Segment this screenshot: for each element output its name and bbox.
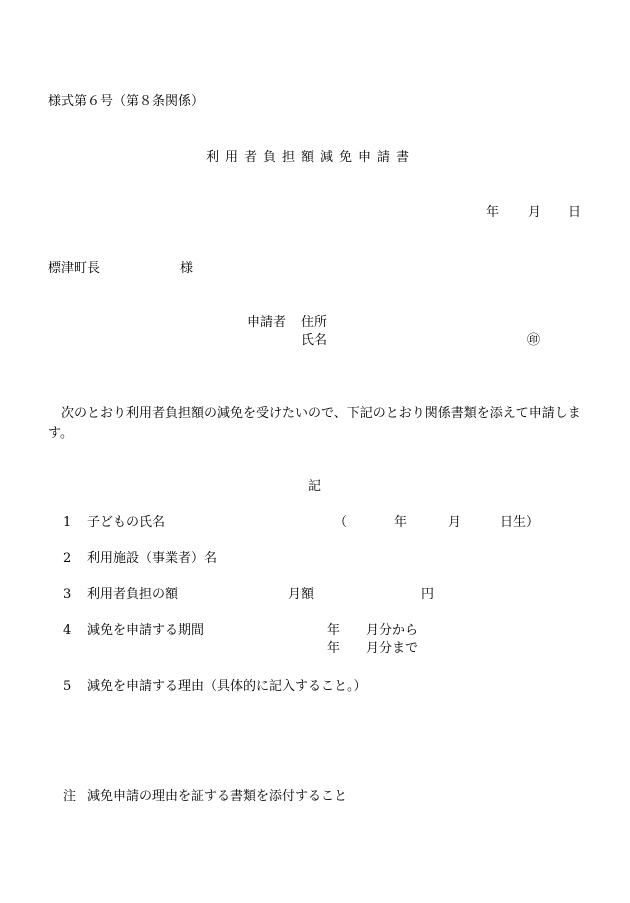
addressee-honorific: 様: [180, 261, 194, 276]
period-from-month: 月分から: [366, 623, 419, 638]
item-number: 3: [63, 587, 72, 602]
birth-year: 年: [394, 515, 408, 530]
item-label: 利用者負担の額: [87, 587, 179, 602]
birth-open-paren: （: [334, 515, 348, 530]
item-label: 子どもの氏名: [87, 515, 166, 530]
item-number: 2: [63, 551, 72, 566]
applicant-address-label: 住所: [301, 315, 328, 330]
item-number: 5: [63, 679, 72, 694]
ki-heading: 記: [308, 479, 322, 494]
date-day: 日: [568, 205, 582, 220]
item-label: 減免を申請する理由（具体的に記入すること。）: [87, 679, 367, 694]
document-title: 利用者負担額減免申請書: [206, 150, 416, 165]
form-number: 様式第６号（第８条関係）: [48, 94, 205, 109]
applicant-label: 申請者: [247, 315, 287, 330]
note-text: 減免申請の理由を証する書類を添付すること: [87, 789, 348, 804]
item-number: 4: [63, 623, 72, 638]
birth-month: 月: [448, 515, 462, 530]
period-to-month: 月分まで: [366, 641, 419, 656]
addressee-name: 標津町長: [48, 261, 101, 276]
item-label: 減免を申請する期間: [87, 623, 205, 638]
note-label: 注: [63, 789, 77, 804]
period-to-year: 年: [327, 641, 341, 656]
seal-mark: ㊞: [527, 333, 541, 348]
body-text: 次のとおり利用者負担額の減免を受けたいので、下記のとおり関係書類を添えて申請します。: [48, 406, 581, 441]
item-number: 1: [63, 515, 72, 530]
applicant-name-label: 氏名: [301, 333, 328, 348]
birth-day: 日生）: [500, 515, 540, 530]
yen-label: 円: [421, 587, 435, 602]
date-year: 年: [486, 205, 500, 220]
period-from-year: 年: [327, 623, 341, 638]
monthly-label: 月額: [288, 587, 315, 602]
date-month: 月: [528, 205, 542, 220]
item-label: 利用施設（事業者）名: [87, 551, 218, 566]
